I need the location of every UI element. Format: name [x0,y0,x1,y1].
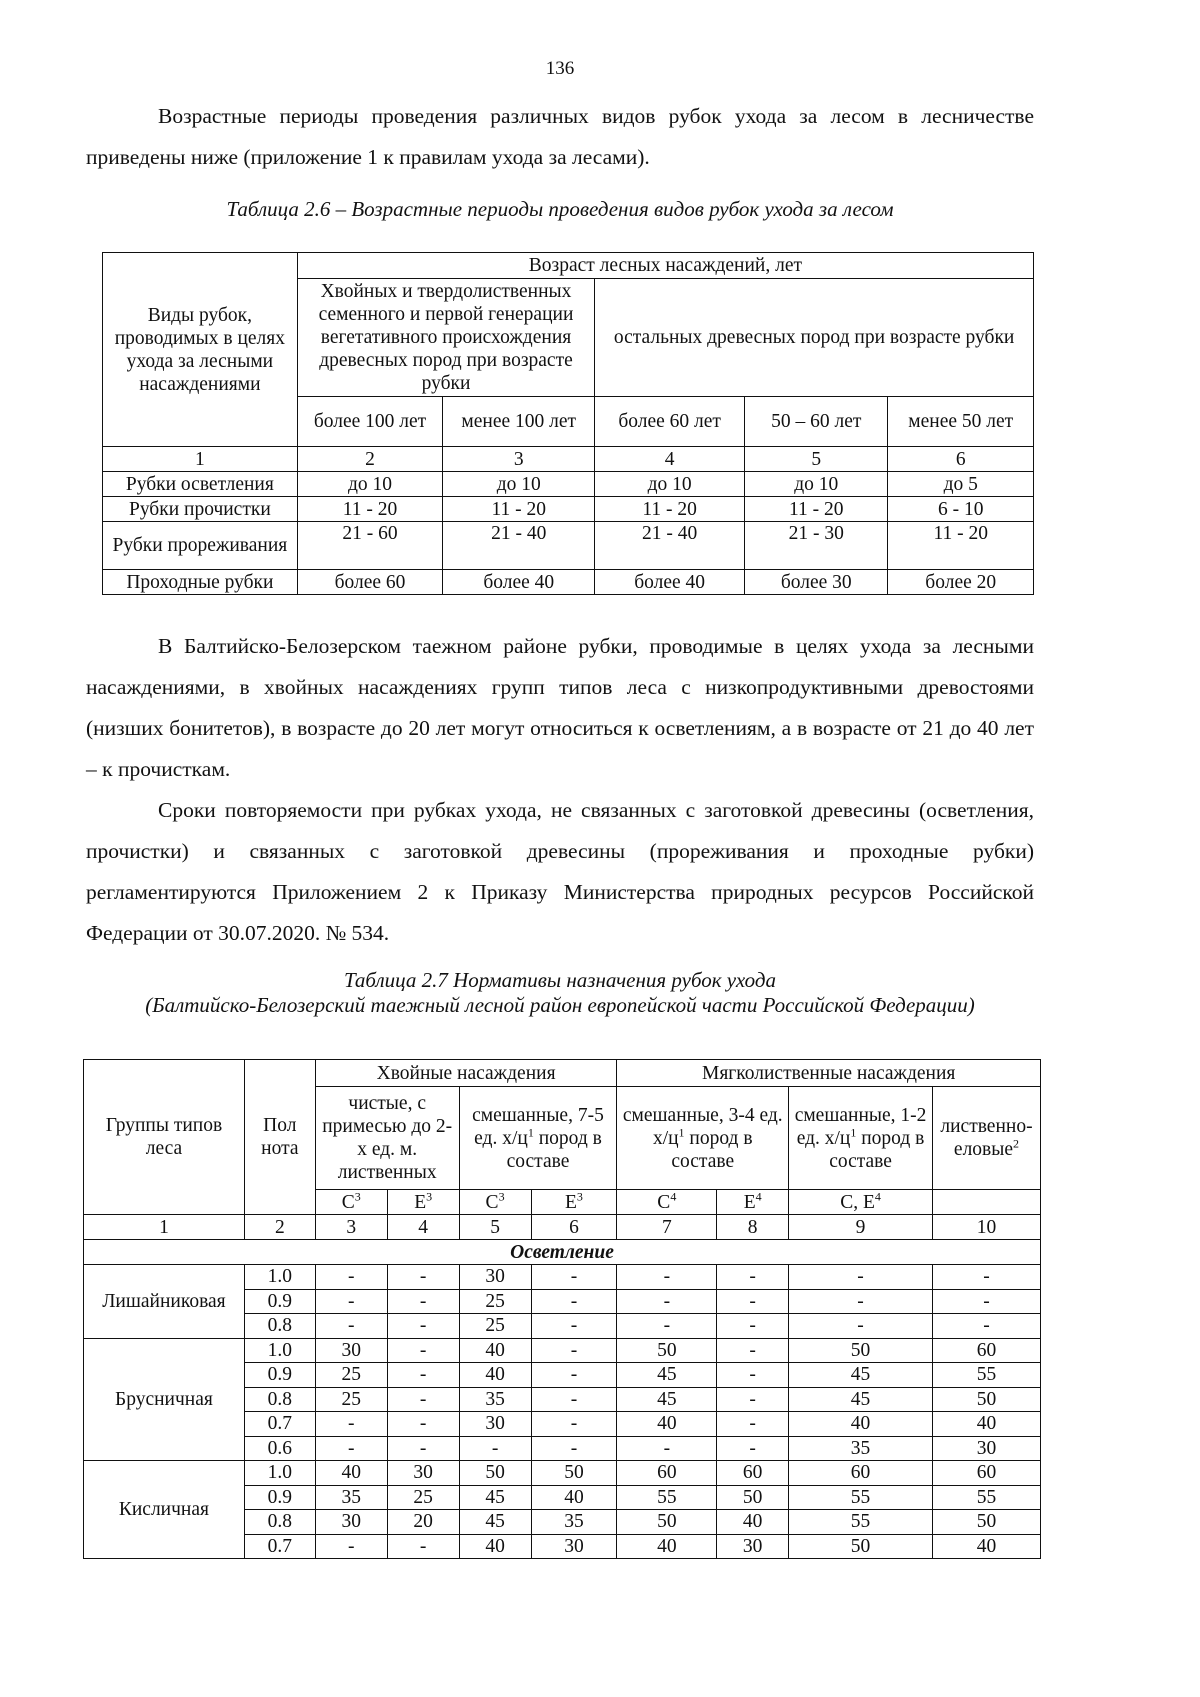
footnote-mark: 1 [850,1125,857,1139]
t1-subheader: менее 50 лет [888,397,1034,447]
t2-header-pure: чистые, с примесью до 2-х ед. м. лиственных [315,1087,459,1190]
value-cell: - [387,1534,459,1559]
value-cell: 30 [315,1510,387,1535]
value-cell: - [387,1265,459,1290]
t2-header-mixed12 [789,1087,933,1190]
table-cutting-age-periods [102,252,1034,595]
value-cell: 40 [459,1338,531,1363]
value-cell: - [459,1436,531,1461]
value-cell: - [531,1387,617,1412]
value-cell: 60 [617,1461,717,1486]
value-cell: 50 [459,1461,531,1486]
value-cell: 25 [387,1485,459,1510]
value-cell: 50 [617,1510,717,1535]
value-cell: 50 [789,1534,933,1559]
forest-group-name: Кисличная [84,1461,245,1559]
t1-cell: Рубки осветления [103,472,298,497]
value-cell: - [789,1314,933,1339]
t2-header-mixed75 [459,1087,617,1190]
value-cell: - [531,1289,617,1314]
value-cell: 40 [617,1534,717,1559]
table-row [84,1265,1041,1290]
t1-cell: Проходные рубки [103,570,298,595]
t2-col-number: 6 [531,1215,617,1240]
t1-col-number: 2 [297,447,443,472]
t2-species-text: С, Е [840,1191,875,1213]
value-cell: 30 [387,1461,459,1486]
value-cell: 25 [459,1314,531,1339]
value-cell: 40 [617,1412,717,1437]
value-cell: - [717,1412,789,1437]
value-cell: 60 [789,1461,933,1486]
density-cell: 0.7 [244,1534,315,1559]
t2-header-forest-group: Группы типов леса [84,1060,245,1215]
t2-species [459,1190,531,1215]
value-cell: 50 [932,1510,1040,1535]
table-care-cutting-norms [83,1059,1041,1559]
density-cell: 0.7 [244,1412,315,1437]
density-cell: 0.8 [244,1314,315,1339]
t1-cell: 6 - 10 [888,497,1034,522]
value-cell: 60 [717,1461,789,1486]
value-cell: - [717,1363,789,1388]
value-cell: 30 [932,1436,1040,1461]
value-cell: - [717,1265,789,1290]
t2-species-text: Е [564,1191,577,1213]
density-cell: 0.9 [244,1363,315,1388]
table1-caption: Таблица 2.6 – Возрастные периоды проведения видов рубок ухода за лесом [226,197,894,221]
value-cell: - [387,1338,459,1363]
density-cell: 1.0 [244,1338,315,1363]
value-cell: 40 [315,1461,387,1486]
value-cell: - [387,1363,459,1388]
value-cell: 45 [789,1363,933,1388]
t1-cell: 21 - 40 [443,522,595,570]
t2-header-mixed75-text: смешанные, 7-5 ед. х/ц [472,1104,604,1149]
t2-header-mixed12-tail: пород в составе [829,1127,925,1172]
t2-header-mixed12-text: смешанные, 1-2 ед. х/ц [794,1104,927,1149]
footnote-mark: 1 [678,1125,685,1139]
t1-header-conifer: Хвойных и твердолиственных семенного и первой генерации вегетативного происхождения древесных пород при возрасте рубки [297,279,594,397]
paragraph-repeat-terms-text: Сроки повторяемости при рубках ухода, не связанных с заготовкой древесины (осветления, прочистки) и связанных с заготовкой древесины (прореживания и проходные рубки) регламентируются Приложением 2 к Приказу Министерства природных ресурсов Российской Федерации от 30.07.2020. № 534. [86,798,1034,945]
value-cell: - [932,1265,1040,1290]
t1-subheader: более 60 лет [595,397,745,447]
t1-header-age: Возраст лесных насаждений, лет [297,253,1033,279]
value-cell: - [387,1387,459,1412]
value-cell: - [531,1363,617,1388]
density-cell: 1.0 [244,1265,315,1290]
t1-cell: 21 - 30 [745,522,888,570]
value-cell: - [315,1289,387,1314]
t2-header-deciduous [932,1087,1040,1190]
value-cell: 35 [459,1387,531,1412]
value-cell: 50 [717,1485,789,1510]
value-cell: 40 [459,1363,531,1388]
t2-header-density: Пол нота [244,1060,315,1215]
t1-cell: 11 - 20 [443,497,595,522]
footnote-mark: 1 [527,1125,534,1139]
t2-col-number: 1 [84,1215,245,1240]
table2-caption-line1: Таблица 2.7 Нормативы назначения рубок ухода [343,968,776,992]
value-cell: 30 [459,1412,531,1437]
value-cell: 30 [315,1338,387,1363]
t2-species-empty [932,1190,1040,1215]
value-cell: - [315,1314,387,1339]
t2-col-number: 10 [932,1215,1040,1240]
t1-col-number: 5 [745,447,888,472]
footnote-mark: 3 [426,1189,433,1203]
t1-cell: более 40 [595,570,745,595]
density-cell: 0.6 [244,1436,315,1461]
value-cell: 60 [932,1461,1040,1486]
footnote-mark: 4 [874,1189,881,1203]
value-cell: - [315,1412,387,1437]
t2-data-body [84,1265,1041,1559]
value-cell: - [717,1338,789,1363]
value-cell: 40 [789,1412,933,1437]
t1-cell: до 10 [297,472,443,497]
t1-cell: 11 - 20 [297,497,443,522]
t2-section-title: Осветление [84,1240,1041,1265]
t1-header-other: остальных древесных пород при возрасте рубки [595,279,1034,397]
value-cell: - [617,1436,717,1461]
footnote-mark: 3 [354,1189,361,1203]
t1-row-thinning-light [103,472,1034,497]
value-cell: - [531,1338,617,1363]
t1-subheader: 50 – 60 лет [745,397,888,447]
t1-cell: более 60 [297,570,443,595]
t2-number-row [84,1215,1041,1240]
t1-cell: 11 - 20 [595,497,745,522]
t2-species [617,1190,717,1215]
t2-species [789,1190,933,1215]
paragraph-baltic-region-text: В Балтийско-Белозерском таежном районе рубки, проводимые в целях ухода за лесными насаждениями, в хвойных насаждениях групп типов леса с низкопродуктивными древостоями (низших бонитетов), в возрасте до 20 лет могут относиться к осветлениям, а в возрасте от 21 до 40 лет – к прочисткам. [86,634,1034,781]
t2-header-deciduous-text: лиственно-еловые [940,1116,1033,1160]
t2-species [717,1190,789,1215]
t1-col-number: 4 [595,447,745,472]
t2-col-number: 4 [387,1215,459,1240]
t1-cell: 11 - 20 [745,497,888,522]
value-cell: 40 [717,1510,789,1535]
value-cell: - [617,1289,717,1314]
value-cell: - [315,1534,387,1559]
value-cell: - [387,1289,459,1314]
paragraph-baltic-region [86,626,1034,790]
value-cell: 55 [932,1363,1040,1388]
density-cell: 1.0 [244,1461,315,1486]
t1-col-number: 6 [888,447,1034,472]
value-cell: 30 [717,1534,789,1559]
intro-paragraph-text: Возрастные периоды проведения различных видов рубок ухода за лесом в лесничестве приведены ниже (приложение 1 к правилам ухода за лесами). [86,104,1034,169]
t2-col-number: 8 [717,1215,789,1240]
t1-row-cleaning [103,497,1034,522]
value-cell: 55 [789,1510,933,1535]
t1-cell: более 40 [443,570,595,595]
t1-header-cut-types: Виды рубок, проводимых в целях ухода за лесными насаждениями [103,253,298,447]
t1-cell: более 20 [888,570,1034,595]
t2-header-mixed34-tail: пород в составе [671,1127,753,1172]
density-cell: 0.9 [244,1289,315,1314]
t1-col-number: 3 [443,447,595,472]
t1-cell: 21 - 60 [297,522,443,570]
t2-header-conifer: Хвойные насаждения [315,1060,617,1087]
value-cell: 60 [932,1338,1040,1363]
density-cell: 0.9 [244,1485,315,1510]
density-cell: 0.8 [244,1510,315,1535]
value-cell: 40 [932,1412,1040,1437]
value-cell: - [531,1265,617,1290]
value-cell: - [932,1289,1040,1314]
t1-cell: 11 - 20 [888,522,1034,570]
value-cell: - [717,1436,789,1461]
footnote-mark: 2 [1013,1136,1020,1151]
t1-row-thinning [103,522,1034,570]
value-cell: - [717,1289,789,1314]
t1-row-passage [103,570,1034,595]
value-cell: - [531,1314,617,1339]
value-cell: 25 [315,1363,387,1388]
value-cell: 45 [617,1387,717,1412]
value-cell: 50 [617,1338,717,1363]
footnote-mark: 3 [576,1189,583,1203]
t2-species [315,1190,387,1215]
t1-cell: более 30 [745,570,888,595]
value-cell: 25 [315,1387,387,1412]
forest-group-name: Брусничная [84,1338,245,1461]
t2-col-number: 7 [617,1215,717,1240]
value-cell: - [932,1314,1040,1339]
value-cell: - [531,1436,617,1461]
value-cell: 45 [459,1485,531,1510]
t2-species-text: Е [414,1191,427,1213]
page-number: 136 [545,58,575,79]
t2-species-text: С [485,1191,499,1213]
t1-cell: 21 - 40 [595,522,745,570]
t2-species [387,1190,459,1215]
t1-subheader: более 100 лет [297,397,443,447]
t2-header-softwood: Мягколиственные насаждения [617,1060,1041,1087]
value-cell: - [387,1436,459,1461]
value-cell: 35 [315,1485,387,1510]
value-cell: - [789,1289,933,1314]
t1-cell: до 5 [888,472,1034,497]
value-cell: 45 [459,1510,531,1535]
t2-col-number: 5 [459,1215,531,1240]
value-cell: 40 [459,1534,531,1559]
footnote-mark: 3 [498,1189,505,1203]
t1-subheader: менее 100 лет [443,397,595,447]
t2-col-number: 2 [244,1215,315,1240]
table2-caption [86,968,1034,1018]
t1-cell: Рубки прореживания [103,522,298,570]
t2-col-number: 9 [789,1215,933,1240]
t1-cell: до 10 [595,472,745,497]
value-cell: 35 [531,1510,617,1535]
table2-caption-line2: (Балтийско-Белозерский таежный лесной район европейской части Российской Федерации) [145,993,975,1017]
value-cell: - [717,1387,789,1412]
value-cell: - [789,1265,933,1290]
value-cell: 55 [617,1485,717,1510]
value-cell: 45 [617,1363,717,1388]
t2-species [531,1190,617,1215]
t2-header-mixed34 [617,1087,789,1190]
t1-col-number: 1 [103,447,298,472]
value-cell: 40 [531,1485,617,1510]
t2-header-mixed75-tail: пород в составе [506,1127,602,1172]
value-cell: 40 [932,1534,1040,1559]
value-cell: - [617,1265,717,1290]
value-cell: 55 [932,1485,1040,1510]
t2-species-text: С [657,1191,671,1213]
value-cell: 55 [789,1485,933,1510]
value-cell: 50 [789,1338,933,1363]
value-cell: 25 [459,1289,531,1314]
value-cell: 30 [531,1534,617,1559]
value-cell: - [531,1412,617,1437]
value-cell: 30 [459,1265,531,1290]
value-cell: 20 [387,1510,459,1535]
value-cell: - [387,1412,459,1437]
value-cell: - [387,1314,459,1339]
value-cell: 50 [531,1461,617,1486]
paragraph-repeat-terms [86,790,1034,954]
value-cell: - [617,1314,717,1339]
t1-cell: Рубки прочистки [103,497,298,522]
value-cell: 50 [932,1387,1040,1412]
forest-group-name: Лишайниковая [84,1265,245,1339]
intro-paragraph [86,96,1034,178]
value-cell: - [315,1436,387,1461]
t2-species-text: С [341,1191,355,1213]
table-row [84,1461,1041,1486]
t2-species-text: Е [743,1191,756,1213]
footnote-mark: 4 [755,1189,762,1203]
t2-col-number: 3 [315,1215,387,1240]
t2-header-mixed34-text: смешанные, 3-4 ед. х/ц [622,1104,783,1149]
table-row [84,1338,1041,1363]
t1-cell: до 10 [443,472,595,497]
density-cell: 0.8 [244,1387,315,1412]
value-cell: 45 [789,1387,933,1412]
t1-cell: до 10 [745,472,888,497]
value-cell: - [717,1314,789,1339]
footnote-mark: 4 [670,1189,677,1203]
value-cell: 35 [789,1436,933,1461]
value-cell: - [315,1265,387,1290]
